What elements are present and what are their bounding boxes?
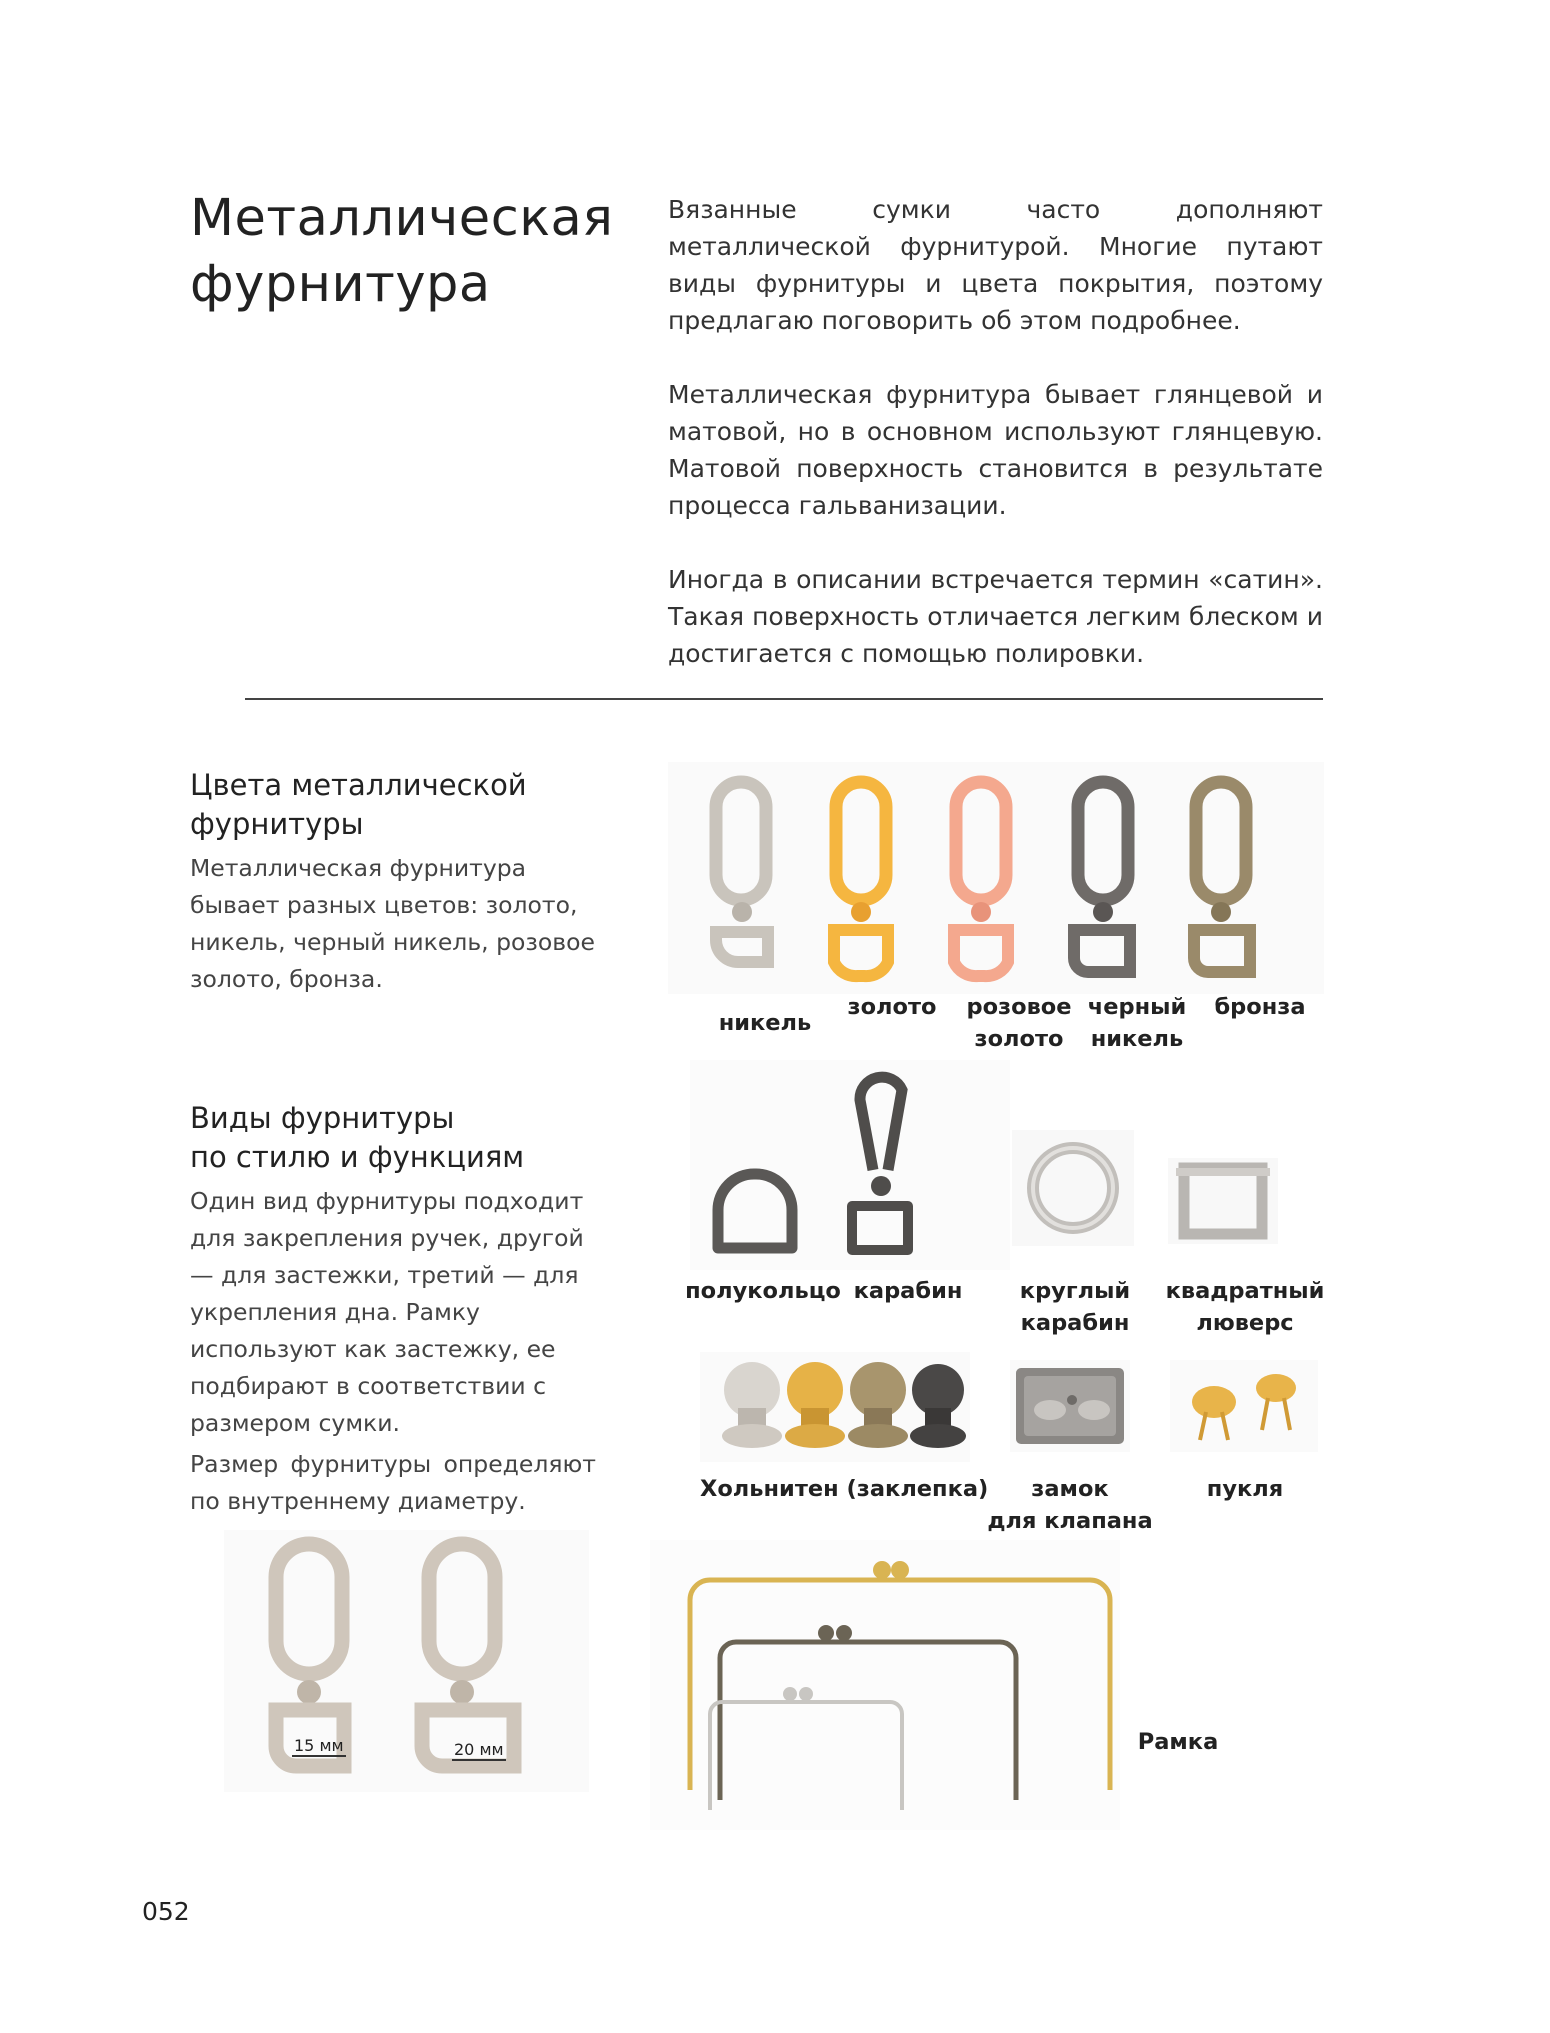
size-note: Размер фурнитуры определяют по внутреннему диаметру. (190, 1450, 596, 1515)
round-carabiner-photo (1012, 1130, 1134, 1246)
intro-paragraph: Иногда в описании встречается термин «сатин». Такая поверхность отличается легким блеском и достигается с помощью полировки. (668, 565, 1323, 668)
color-label-nickel: никель (718, 1010, 812, 1036)
flap-lock-icon (1010, 1360, 1130, 1452)
square-grommet-photo (1168, 1158, 1278, 1244)
square-grommet-icon (1168, 1158, 1278, 1244)
label-half-ring: полукольцо (685, 1278, 841, 1304)
half-ring-and-carabiner (690, 1060, 1010, 1270)
frames-photo (650, 1540, 1120, 1830)
black-nickel-hook (1074, 782, 1130, 972)
gold-hook (834, 782, 888, 976)
stud-photo (1170, 1360, 1318, 1452)
color-swivel-hooks (668, 762, 1324, 994)
page-number: 052 (142, 1897, 190, 1926)
label-rivet: Хольнитен (заклепка) (700, 1476, 989, 1502)
intro-text (668, 191, 1323, 709)
intro-paragraph: Металлическая фурнитура бывает глянцевой и матовой, но в основном используют глянцевую. Матовой поверхность становится в результате процесса гальванизации. (668, 380, 1323, 520)
half-ring-icon (718, 1174, 792, 1248)
color-label-black-nickel: черный никель (1087, 994, 1187, 1052)
round-carabiner-icon (1012, 1130, 1134, 1246)
carabiner-icon (860, 1077, 902, 1170)
stud-icon (1170, 1360, 1318, 1452)
types-body: Один вид фурнитуры подходит для закрепления ручек, другой — для застежки, третий — для укрепления дна. Рамку используют как застежку, ее подбирают в соответствии с размером сумки. (190, 1187, 584, 1437)
purse-frame-icons (650, 1540, 1120, 1830)
intro-paragraph: Вязанные сумки часто дополняют металлической фурнитурой. Многие путают виды фурнитуры и цвета покрытия, поэтому предлагаю поговорить об этом подробнее. (668, 195, 1323, 335)
size-label-20: 20 мм (454, 1740, 504, 1759)
size-hooks (224, 1530, 589, 1792)
label-frame: Рамка (1137, 1729, 1219, 1755)
label-carabiner: карабин (853, 1278, 963, 1304)
types-heading: Виды фурнитуры по стилю и функциям (190, 1101, 525, 1174)
size-label-15: 15 мм (294, 1736, 344, 1755)
bronze-hook (1194, 782, 1250, 972)
colors-body: Металлическая фурнитура бывает разных цветов: золото, никель, черный никель, розовое золото, бронза. (190, 854, 595, 993)
label-square-grommet: квадратный люверс (1165, 1278, 1325, 1336)
rivets-photo (700, 1352, 970, 1462)
color-label-bronze: бронза (1214, 994, 1306, 1020)
color-label-gold: золото (847, 994, 937, 1020)
size-comparison-photo (224, 1530, 589, 1792)
nickel-hook (716, 782, 768, 962)
rivet-icons (700, 1352, 970, 1462)
rose-gold-hook (954, 782, 1008, 976)
flap-lock-photo (1010, 1360, 1130, 1452)
half-ring-carabiner-photo (690, 1060, 1010, 1270)
section-divider (245, 698, 1323, 700)
colors-heading: Цвета металлической фурнитуры (190, 768, 527, 841)
color-label-rose-gold: розовое золото (966, 994, 1072, 1052)
label-round-carabiner: круглый карабин (1019, 1278, 1131, 1336)
color-swatches-photo (668, 762, 1324, 994)
label-stud: пукля (1206, 1476, 1284, 1502)
label-flap-lock: замок для клапана (987, 1476, 1153, 1534)
page-title: Металлическая фурнитура (190, 189, 614, 314)
